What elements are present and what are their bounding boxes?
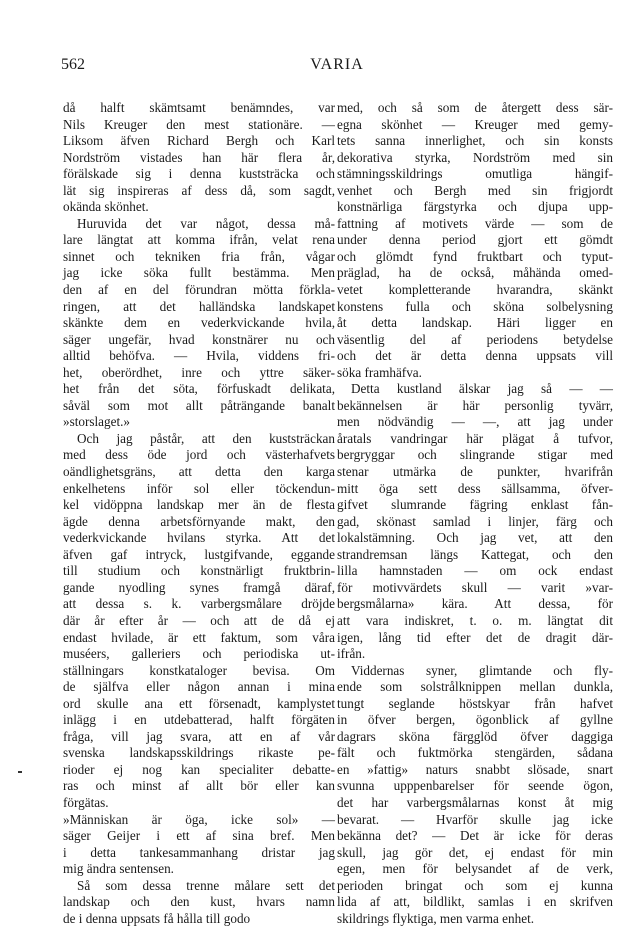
text-line: åt detta landskap. Häri ligger en bbox=[337, 315, 613, 331]
text-line: in öfver bergen, ögonblick af gyllne bbox=[337, 712, 613, 728]
text-line: där år efter år — och att de då ej bbox=[63, 612, 335, 628]
running-title: VARIA bbox=[310, 56, 364, 73]
text-line: enkelhetens inför sol eller töckendun- bbox=[63, 480, 335, 496]
text-line: gad, skönast samlad i linjer, färg och bbox=[337, 513, 613, 529]
text-line: säger Geijer i ett af sina bref. Men bbox=[63, 828, 335, 844]
text-line: igen, lång tid efter det de dragit där- bbox=[337, 629, 613, 645]
text-line: dagrars sköna färgglöd öfver daggiga bbox=[337, 728, 613, 744]
text-line: egna skönhet — Kreuger med gemy- bbox=[337, 116, 613, 132]
text-line: bekännelsen är här personlig tyvärr, bbox=[337, 397, 613, 413]
text-line: jag icke söka fullt bestämma. Men bbox=[63, 265, 335, 281]
text-line: fattning af motivets värde — som de bbox=[337, 215, 613, 231]
text-line: lät sig inspireras af dess då, som sagdt, bbox=[63, 182, 335, 198]
text-line: skänkte dem en vederkvickande hvila, bbox=[63, 315, 335, 331]
text-line: lokalstämning. Och jag vet, att den bbox=[337, 530, 613, 546]
text-line: präglad, ha de också, måhända omed- bbox=[337, 265, 613, 281]
text-line: het, oberördhet, inre och yttre säker- bbox=[63, 364, 335, 380]
text-line: de själfva eller någon annan i mina bbox=[63, 679, 335, 695]
text-line: det har varbergsmålarnas konst åt mig bbox=[337, 794, 613, 810]
text-line: bekänna det? — Det är icke för deras bbox=[337, 828, 613, 844]
text-line: ras och minst af allt bör eller kan bbox=[63, 778, 335, 794]
text-line: en »fattig» naturs snabbt slösade, snart bbox=[337, 761, 613, 777]
text-line: dekorativa styrka, Nordström med sin bbox=[337, 149, 613, 165]
text-line: kel vidöppna landskap mer än de flesta bbox=[63, 497, 335, 513]
text-line: förgätas. bbox=[63, 794, 109, 810]
text-line: att dessa s. k. varbergsmålare dröjde bbox=[63, 596, 335, 612]
text-line: ende som solstrålknippen mellan dunkla, bbox=[337, 679, 613, 695]
text-line: tungt seglande höstskyar från hafvet bbox=[337, 695, 613, 711]
text-line: Liksom äfven Richard Bergh och Karl bbox=[63, 133, 335, 149]
text-line: skull, jag gör det, ej endast för min bbox=[337, 844, 613, 860]
text-line: bergryggar och slingrande stigar med bbox=[337, 447, 613, 463]
text-line: åratals vandringar här plägat å tufvor, bbox=[337, 430, 613, 446]
text-line: med, och så som de återgett dess sär- bbox=[337, 100, 613, 115]
text-line: gifvet slumrande fägring enklast fån- bbox=[337, 497, 613, 513]
text-line: venhet och Bergh med sin frigjordt bbox=[337, 182, 613, 198]
text-line: ringen, att det halländska landskapet bbox=[63, 298, 335, 314]
text-line: Viddernas syner, glimtande och fly- bbox=[351, 662, 613, 678]
text-line: svenska landskapsskildrings rikaste pe- bbox=[63, 745, 335, 761]
page-header bbox=[61, 56, 613, 78]
text-line: gande nyodling synes framgå däraf, bbox=[63, 579, 335, 595]
text-line: Huruvida det var något, dessa må- bbox=[77, 215, 335, 231]
text-line: till studium och konstnärligt fruktbrin- bbox=[63, 563, 335, 579]
text-line: »Människan är öga, icke sol» — bbox=[63, 811, 335, 827]
text-line: med dess öde jord och västerhafvets bbox=[63, 447, 335, 463]
text-line: och glömdt fynd fruktbart och typut- bbox=[337, 248, 613, 264]
text-line: för motivvärdets skull — varit »var- bbox=[337, 579, 613, 595]
text-line: muséers, galleriers och periodiska ut- bbox=[63, 646, 335, 662]
text-line: lida af att, bildlikt, samlas i en skrifven bbox=[337, 894, 613, 910]
text-line: strandremsan längs Kattegat, och den bbox=[337, 546, 613, 562]
text-line: »storslaget.» bbox=[63, 414, 131, 430]
text-line: alltid behöfva. — Hvila, viddens fri- bbox=[63, 348, 335, 364]
text-line: vetet kompletterande hvarandra, skänkt bbox=[337, 282, 613, 298]
text-line: ifrån. bbox=[337, 646, 366, 662]
text-line: men nödvändig — —, att jag under bbox=[337, 414, 613, 430]
text-line: säger ungefär, hvad konstnärer nu och bbox=[63, 331, 335, 347]
text-line: ägde denna arbetsförnyande makt, den bbox=[63, 513, 335, 529]
left-column bbox=[63, 100, 335, 927]
text-line: mitt öga sett dess sällsamma, öfver- bbox=[337, 480, 613, 496]
text-line: skildrings flyktiga, men varma enhet. bbox=[337, 910, 535, 926]
text-line: såväl som mot allt påträngande banalt bbox=[63, 397, 335, 413]
text-line: sinnet och tekniken fria från, vågar bbox=[63, 248, 335, 264]
text-line: lilla hamnstaden — om ock endast bbox=[337, 563, 613, 579]
text-line: äfven gaf intryck, lustgifvande, eggande bbox=[63, 546, 335, 562]
text-line: Detta kustland älskar jag så — — bbox=[351, 381, 613, 397]
text-line: stämningsskildrings omutliga hängif- bbox=[337, 166, 613, 182]
text-line: egen, men för belysandet af de verk, bbox=[337, 861, 613, 877]
text-line: de i denna uppsats få hålla till godo bbox=[63, 910, 251, 926]
text-line: svunna upppenbarelser för seende ögon, bbox=[337, 778, 613, 794]
text-line: fråga, vill jag svara, att en af vår bbox=[63, 728, 335, 744]
margin-mark bbox=[18, 771, 22, 773]
text-line: oändlighetsgräns, att detta den karga bbox=[63, 464, 335, 480]
text-line: och det är detta denna uppsats vill bbox=[337, 348, 613, 364]
text-line: Och jag påstår, att den kuststräckan bbox=[77, 430, 335, 446]
text-line: mig ändra sentensen. bbox=[63, 861, 174, 877]
text-line: Så som dessa trenne målare sett det bbox=[77, 877, 335, 893]
text-line: het från det söta, förfuskadt delikata, bbox=[63, 381, 335, 397]
text-line: bergsmålarna» kära. Att dessa, för bbox=[337, 596, 613, 612]
text-line: då halft skämtsamt benämndes, var bbox=[63, 100, 335, 115]
text-line: i detta tankesammanhang dristar jag bbox=[63, 844, 335, 860]
text-line: väsentlig del af periodens betydelse bbox=[337, 331, 613, 347]
text-line: Nordström vistades han här flera år, bbox=[63, 149, 335, 165]
text-line: endast hvilade, är ett faktum, som våra bbox=[63, 629, 335, 645]
text-line: konstens fulla och sköna solbelysning bbox=[337, 298, 613, 314]
text-line: Nils Kreuger den mest stationäre. — bbox=[63, 116, 335, 132]
text-line: vederkvickande hvilans styrka. Att det bbox=[63, 530, 335, 546]
text-line: att vara indiskret, t. o. m. längtat dit bbox=[337, 612, 613, 628]
right-column bbox=[337, 100, 613, 927]
text-line: inlägg i en utdebatterad, halft förgäten bbox=[63, 712, 335, 728]
text-line: den af en del förundran mötta förkla- bbox=[63, 282, 335, 298]
text-line: förälskade sig i denna kuststräcka och bbox=[63, 166, 335, 182]
text-line: konstnärliga färgstyrka och djupa upp- bbox=[337, 199, 613, 215]
text-line: lare längtat att komma ifrån, velat rena bbox=[63, 232, 335, 248]
text-line: ord skulle ana ett försenadt, kamplystet bbox=[63, 695, 335, 711]
text-line: tets sanna innerlighet, och sin konsts bbox=[337, 133, 613, 149]
text-line: rioder ej nog kan specialiter debatte- bbox=[63, 761, 335, 777]
text-line: söka framhäfva. bbox=[337, 364, 422, 380]
text-line: fält och fuktmörka stengärden, sådana bbox=[337, 745, 613, 761]
page-number: 562 bbox=[61, 56, 85, 73]
text-line: stenar utmärka de punkter, hvarifrån bbox=[337, 464, 613, 480]
text-line: under denna period gjort ett gömdt bbox=[337, 232, 613, 248]
text-line: perioden bringat och som ej kunna bbox=[337, 877, 613, 893]
text-line: ställningars konstkataloger bevisa. Om bbox=[63, 662, 335, 678]
text-line: okända skönhet. bbox=[63, 199, 149, 215]
text-line: bevarat. — Hvarför skulle jag icke bbox=[337, 811, 613, 827]
text-line: landskap och den kust, hvars namn bbox=[63, 894, 335, 910]
